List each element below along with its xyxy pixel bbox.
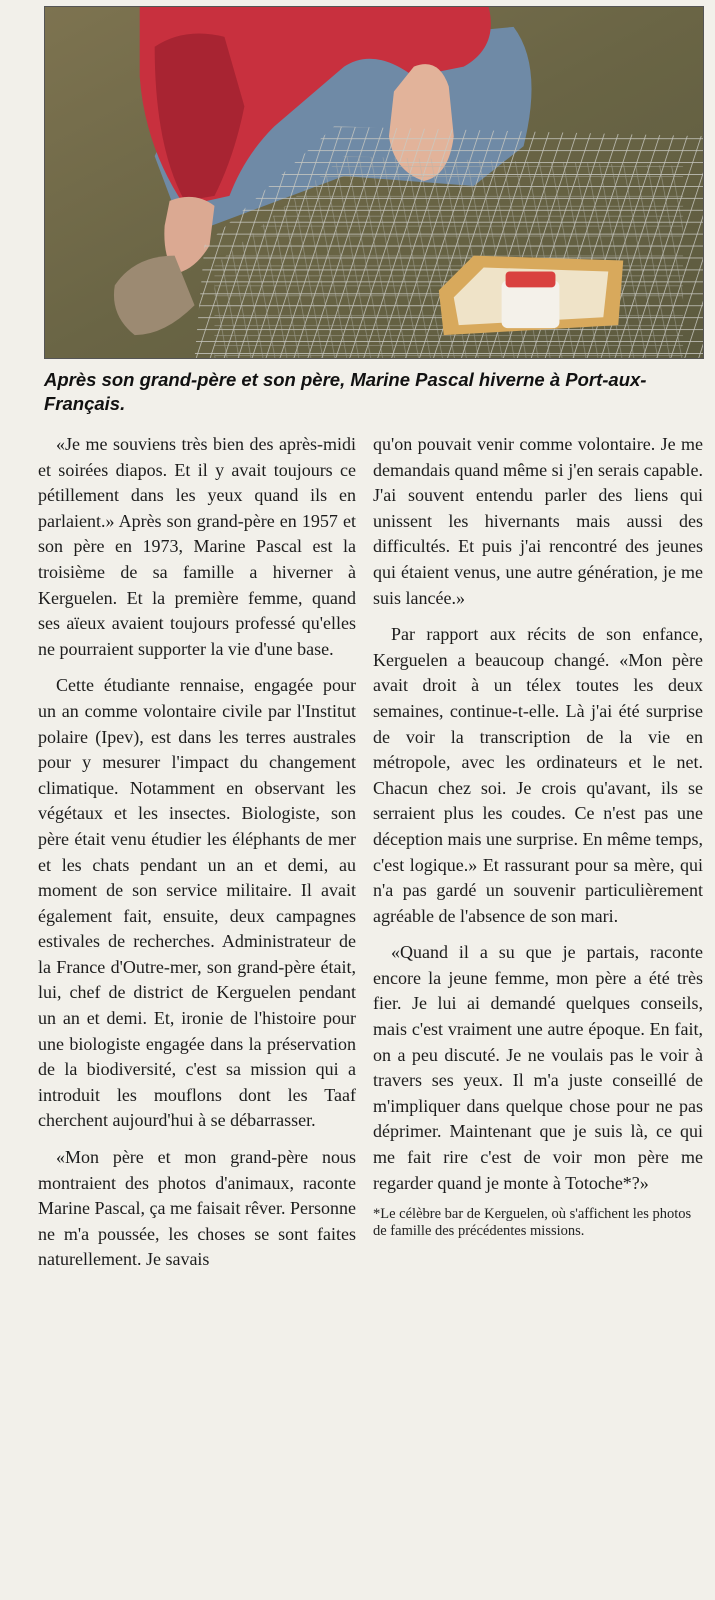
paragraph: «Mon père et mon grand-père nous montraient des photos d'animaux, raconte Marine Pascal, ça me faisait rêver. Personne ne m'a poussée, les choses se sont faites naturellement. Je savais	[38, 1147, 356, 1270]
paragraph: Par rapport aux récits de son enfance, Kerguelen a beaucoup changé. «Mon père avait droit à un télex toutes les deux semaines, continue-t-elle. Là j'ai été surprise de voir la transcription de la vie en métropole, avec les ordinateurs et le net. Chacun chez soi. Je crois qu'avant, ils se serraient plus les coudes. Ce n'est pas une déception mais une surprise. En même temps, c'est logique.» Et rassurant pour sa mère, qui n'a pas gardé un souvenir particulièrement agréable de l'absence de son mari.	[373, 624, 703, 926]
paragraph: «Quand il a su que je partais, raconte encore la jeune femme, mon père a été très fier. Je lui ai demandé quelques conseils, mais c'est vraiment une autre époque. En fait, on a peu discuté. Je ne voulais pas le voir à travers ses yeux. Il m'a juste conseillé de m'impliquer dans quelque chose pour ne pas déprimer. Maintenant que je suis là, ce qui me fait rire c'est de voir mon père me regarder quand je monte à Totoche*?»	[373, 942, 703, 1193]
footnote: *Le célèbre bar de Kerguelen, où s'affichent les photos de famille des précédentes missions.	[373, 1206, 692, 1240]
article-photo	[44, 6, 704, 359]
paragraph: Cette étudiante rennaise, engagée pour un an comme volontaire civile par l'Institut polaire (Ipev), est dans les terres australes pour y mesurer l'impact du changement climatique. Notamment en observant les végétaux et les insectes. Biologiste, son père était venu étudier les éléphants de mer et les chats pendant un an et demi, au moment de son service militaire. Il avait également fait, ensuite, deux campagnes estivales de recherches. Administrateur de la France d'Outre-mer, son grand-père était, lui, chef de district de Kerguelen pendant un an et demi. Et, ironie de l'histoire pour une biologiste engagée dans la préservation de la biodiversité, c'est sa mission qui a introduit les mouflons dont les Taaf cherchent aujourd'hui à se débarrasser.	[38, 675, 356, 1131]
article-column-left	[38, 432, 356, 1273]
photo-illustration	[45, 7, 703, 358]
photo-caption: Après son grand-père et son père, Marine Pascal hiverne à Port-aux-Français.	[44, 369, 647, 414]
article-column-right	[373, 432, 703, 1240]
paragraph: «Je me souviens très bien des après-midi et soirées diapos. Et il y avait toujours ce pétillement dans les yeux quand ils en parlaient.» Après son grand-père en 1957 et son père en 1973, Marine Pascal est la troisième de sa famille a hiverner à Kerguelen. Et la première femme, quand ses aïeux avaient toujours professé qu'elles ne pourraient supporter la vie d'une base.	[38, 434, 356, 659]
paragraph: qu'on pouvait venir comme volontaire. Je me demandais quand même si j'en serais capable. J'ai souvent entendu parler des liens qui unissent les hivernants mais aussi des difficultés. Et puis j'ai rencontré des jeunes qui étaient venus, une autre génération, je me suis lancée.»	[373, 434, 703, 608]
